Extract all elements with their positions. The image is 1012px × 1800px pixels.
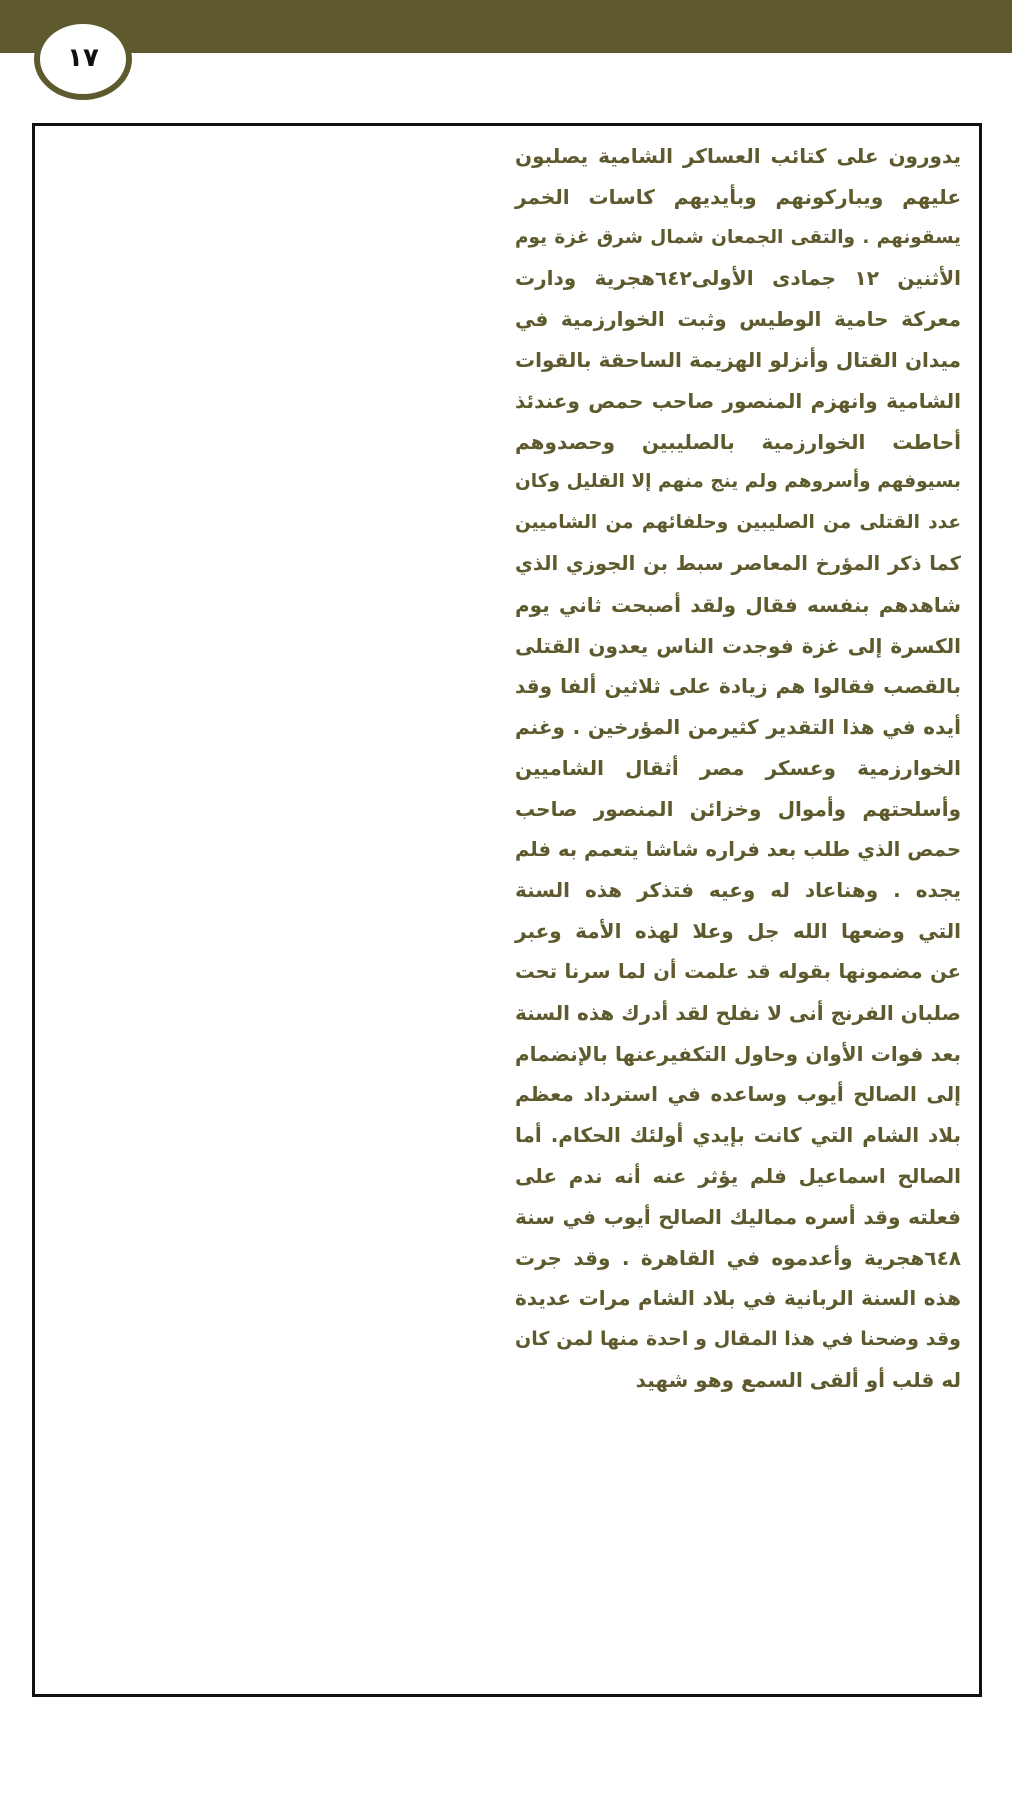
- text-line: بعد فوات الأوان وحاول التكفيرعنها بالإنضمام: [515, 1041, 961, 1066]
- text-line: شاهدهم بنفسه فقال ولقد أصبحت ثاني يوم: [515, 592, 961, 617]
- text-line: بالقصب فقالوا هم زيادة على ثلاثين ألفا وقد: [515, 674, 961, 699]
- article-text: [515, 136, 961, 1401]
- text-line: يسقونهم . والتقى الجمعان شمال شرق غزة يوم: [515, 226, 961, 248]
- text-line: عن مضمونها بقوله قد علمت أن لما سرنا تحت: [515, 959, 961, 983]
- text-line: أيده في هذا التقدير كثيرمن المؤرخين . وغنم: [515, 715, 961, 740]
- text-line: الصالح اسماعيل فلم يؤثر عنه أنه ندم على: [515, 1163, 961, 1188]
- text-line: الكسرة إلى غزة فوجدت الناس يعدون القتلى: [515, 633, 961, 658]
- text-line: صلبان الفرنج أنى لا نفلح لقد أدرك هذه السنة: [515, 1000, 961, 1025]
- text-line: التي وضعها الله جل وعلا لهذه الأمة وعبر: [515, 919, 961, 944]
- text-line: وأسلحتهم وأموال وخزائن المنصور صاحب: [515, 796, 961, 821]
- text-line: الخوارزمية وعسكر مصر أثقال الشاميين: [515, 755, 961, 780]
- text-line: الشامية وانهزم المنصور صاحب حمص وعندئذ: [515, 388, 961, 413]
- text-line: له قلب أو ألقى السمع وهو شهيد: [635, 1367, 961, 1392]
- text-line: الأثنين ١٢ جمادى الأولى٦٤٢هجرية ودارت: [515, 266, 961, 291]
- text-line: يجده . وهناعاد له وعيه فتذكر هذه السنة: [515, 878, 961, 903]
- text-line: عدد القتلى من الصليبين وحلفائهم من الشاميين: [515, 512, 961, 534]
- text-line: إلى الصالح أيوب وساعده في استرداد معظم: [515, 1082, 961, 1107]
- text-line: يدورون على كتائب العساكر الشامية يصلبون: [515, 144, 961, 168]
- text-line: وقد وضحنا في هذا المقال و احدة منها لمن كان: [515, 1328, 961, 1351]
- text-line: معركة حامية الوطيس وثبت الخوارزمية في: [515, 307, 961, 332]
- header-band: [0, 0, 1012, 53]
- text-line: عليهم ويباركونهم وبأيديهم كاسات الخمر: [515, 184, 961, 209]
- text-line: أحاطت الخوارزمية بالصليبين وحصدوهم: [515, 429, 961, 454]
- text-line: ميدان القتال وأنزلو الهزيمة الساحقة بالقوات: [515, 347, 961, 372]
- text-line: ٦٤٨هجرية وأعدموه في القاهرة . وقد جرت: [515, 1245, 961, 1270]
- content-frame: [32, 123, 982, 1697]
- text-line: بسيوفهم وأسروهم ولم ينج منهم إلا القليل وكان: [515, 471, 961, 493]
- text-line: هذه السنة الربانية في بلاد الشام مرات عديدة: [515, 1286, 961, 1311]
- page-number: ١٧: [67, 43, 99, 73]
- text-line: فعلته وقد أسره مماليك الصالح أيوب في سنة: [515, 1204, 961, 1229]
- text-line: حمص الذي طلب بعد فراره شاشا يتعمم به فلم: [515, 837, 961, 861]
- page-number-badge: [34, 18, 132, 100]
- text-line: كما ذكر المؤرخ المعاصر سبط بن الجوزي الذي: [515, 551, 961, 575]
- text-line: بلاد الشام التي كانت بإيدي أولئك الحكام. أما: [515, 1123, 961, 1148]
